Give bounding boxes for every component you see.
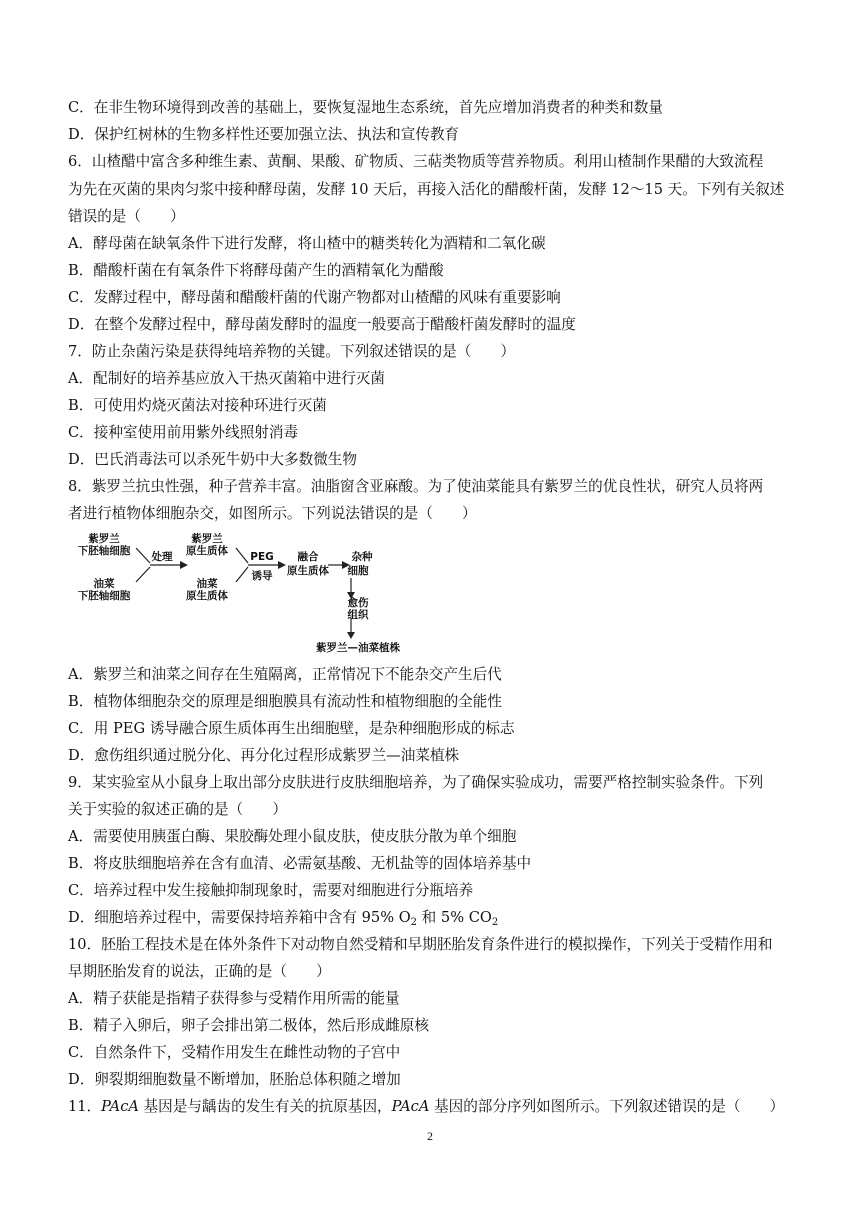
option-9c: C．培养过程中发生接触抑制现象时，需要对细胞进行分瓶培养	[68, 882, 474, 899]
option-8b: B．植物体细胞杂交的原理是细胞膜具有流动性和植物细胞的全能性	[68, 693, 502, 710]
hybrid-plant-label: 紫罗兰—油菜植株	[316, 642, 400, 654]
gene-name-1: PAcA	[101, 1098, 139, 1115]
fused-protoplast-label-2: 原生质体	[287, 565, 329, 577]
option-8a: A．紫罗兰和油菜之间存在生殖隔离，正常情况下不能杂交产生后代	[68, 666, 502, 683]
question-6-line-1: 6．山楂醋中富含多种维生素、黄酮、果酸、矿物质、三萜类物质等营养物质。利用山楂制作果醋的大致流程	[68, 153, 764, 170]
option-9a: A．需要使用胰蛋白酶、果胶酶处理小鼠皮肤，使皮肤分散为单个细胞	[68, 828, 517, 845]
question-8-line-1: 8．紫罗兰抗虫性强，种子营养丰富。油脂窗含亚麻酸。为了使油菜能具有紫罗兰的优良性状，研究人员将两	[68, 478, 764, 495]
option-6a: A．酵母菌在缺氧条件下进行发酵，将山楂中的糖类转化为酒精和二氧化碳	[68, 235, 546, 252]
violet-hypocotyl-label-2: 下胚轴细胞	[77, 545, 131, 557]
option-9d-text: D．细胞培养过程中，需要保持培养箱中含有 95% O	[68, 909, 411, 926]
o2-subscript: 2	[410, 917, 418, 928]
option-7b: B．可使用灼烧灭菌法对接种环进行灭菌	[68, 397, 327, 414]
rape-hypocotyl-label-1: 油菜	[93, 578, 115, 590]
option-8d: D．愈伤组织通过脱分化、再分化过程形成紫罗兰—油菜植株	[68, 747, 460, 764]
question-11	[68, 1097, 798, 1117]
hybrid-cell-label-2: 细胞	[347, 565, 369, 577]
question-10-line-2: 早期胚胎发育的说法，正确的是（ ）	[68, 963, 331, 980]
rape-protoplast-label-1: 油菜	[196, 578, 218, 590]
peg-label-2: 诱导	[251, 570, 273, 582]
question-7: 7．防止杂菌污染是获得纯培养物的关键。下列叙述错误的是（ ）	[68, 343, 516, 360]
option-10b: B．精子入卵后，卵子会排出第二极体，然后形成雌原核	[68, 1017, 429, 1034]
question-9-line-2: 关于实验的叙述正确的是（ ）	[68, 801, 287, 818]
option-7c: C．接种室使用前用紫外线照射消毒	[68, 424, 299, 441]
process-label: 处理	[151, 551, 173, 563]
gene-name-2: PAcA	[391, 1098, 430, 1115]
question-11-number: 11．	[68, 1098, 102, 1115]
question-11-text-2: 基因的部分序列如图所示。下列叙述错误的是（ ）	[429, 1098, 785, 1115]
somatic-hybridization-diagram	[68, 530, 413, 655]
callus-label-1: 愈伤	[347, 597, 369, 609]
option-8c: C．用 PEG 诱导融合原生质体再生出细胞壁，是杂种细胞形成的标志	[68, 720, 515, 737]
option-10a: A．精子获能是指精子获得参与受精作用所需的能量	[68, 990, 400, 1007]
rape-protoplast-label-2: 原生质体	[186, 590, 228, 602]
option-9d-text-mid: 和 5% CO	[417, 909, 492, 926]
option-10c: C．自然条件下，受精作用发生在雌性动物的子宫中	[68, 1044, 401, 1061]
option-10d: D．卵裂期细胞数量不断增加，胚胎总体积随之增加	[68, 1071, 401, 1088]
rape-hypocotyl-label-2: 下胚轴细胞	[77, 590, 131, 602]
question-9-line-1: 9．某实验室从小鼠身上取出部分皮肤进行皮肤细胞培养，为了确保实验成功，需要严格控制实验条件。下列	[68, 774, 764, 791]
page-number: 2	[427, 1129, 433, 1143]
option-6d: D．在整个发酵过程中，酵母菌发酵时的温度一般要高于醋酸杆菌发酵时的温度	[68, 316, 576, 333]
option-9b: B．将皮肤细胞培养在含有血清、必需氨基酸、无机盐等的固体培养基中	[68, 855, 532, 872]
fused-protoplast-label-1: 融合	[297, 551, 319, 563]
option-6c: C．发酵过程中，酵母菌和醋酸杆菌的代谢产物都对山楂醋的风味有重要影响	[68, 289, 561, 306]
question-6-line-3: 错误的是（ ）	[68, 208, 185, 225]
option-9d	[68, 908, 798, 928]
question-10-line-1: 10．胚胎工程技术是在体外条件下对动物自然受精和早期胚胎发育条件进行的模拟操作，下列关于受精作用和	[68, 936, 773, 953]
peg-label-1: PEG	[250, 551, 274, 563]
option-5d: D．保护红树林的生物多样性还要加强立法、执法和宣传教育	[68, 126, 460, 143]
callus-label-2: 组织	[347, 609, 369, 621]
question-11-text-1: 基因是与龋齿的发生有关的抗原基因，	[138, 1098, 392, 1115]
question-8-line-2: 者进行植物体细胞杂交，如图所示。下列说法错误的是（ ）	[68, 505, 477, 522]
hybrid-cell-label-1: 杂种	[351, 551, 373, 563]
option-7d: D．巴氏消毒法可以杀死牛奶中大多数微生物	[68, 451, 357, 468]
option-7a: A．配制好的培养基应放入干热灭菌箱中进行灭菌	[68, 370, 386, 387]
violet-protoplast-label-1: 紫罗兰	[191, 533, 223, 545]
violet-hypocotyl-label-1: 紫罗兰	[88, 533, 120, 545]
option-6b: B．醋酸杆菌在有氧条件下将酵母菌产生的酒精氧化为醋酸	[68, 262, 444, 279]
co2-subscript: 2	[491, 917, 499, 928]
violet-protoplast-label-2: 原生质体	[186, 545, 228, 557]
question-6-line-2: 为先在灭菌的果肉匀浆中接种酵母菌，发酵 10 天后，再接入活化的醋酸杆菌，发酵 12～15 天。下列有关叙述	[68, 181, 785, 198]
option-5c: C．在非生物环境得到改善的基础上，要恢复湿地生态系统，首先应增加消费者的种类和数量	[68, 99, 663, 116]
